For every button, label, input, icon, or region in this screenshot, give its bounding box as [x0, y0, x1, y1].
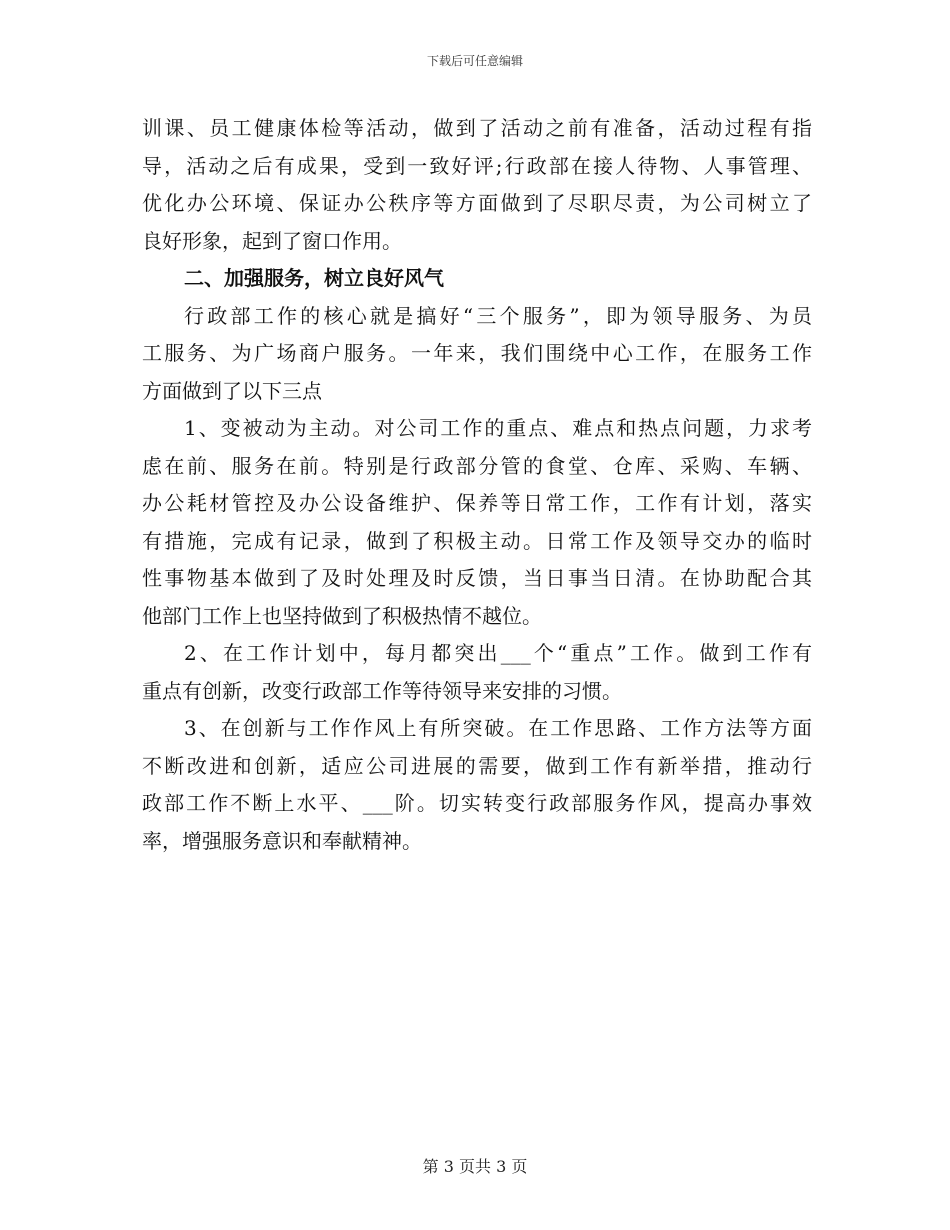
list-item-text-line: 2、在工作计划中，每月都突出___个“重点”工作。做到工作有	[184, 641, 812, 665]
body-text-line: 导，活动之后有成果，受到一致好评;行政部在接人待物、人事管理、	[142, 153, 812, 178]
list-item-text-line: 虑在前、服务在前。特别是行政部分管的食堂、仓库、采购、车辆、	[142, 453, 812, 478]
page-number: 第 3 页共 3 页	[422, 1157, 528, 1176]
body-text-line: 方面做到了以下三点	[142, 378, 322, 403]
section-heading: 二、加强服务，树立良好风气	[184, 266, 444, 290]
list-item-text-line: 3、在创新与工作作风上有所突破。在工作思路、工作方法等方面	[184, 716, 812, 740]
list-item-text-line: 重点有创新，改变行政部工作等待领导来安排的习惯。	[142, 678, 622, 703]
list-item-text-line: 1、变被动为主动。对公司工作的重点、难点和热点问题，力求考	[184, 416, 812, 440]
list-item-text-line: 他部门工作上也坚持做到了积极热情不越位。	[142, 603, 542, 628]
document-body	[142, 110, 812, 860]
list-item-text-line: 性事物基本做到了及时处理及时反馈，当日事当日清。在协助配合其	[142, 566, 812, 590]
body-text-line: 行政部工作的核心就是搞好“三个服务”，即为领导服务、为员	[184, 303, 812, 328]
list-item-text-line: 办公耗材管控及办公设备维护、保养等日常工作，工作有计划，落实	[142, 491, 812, 515]
list-item-text-line: 率，增强服务意识和奉献精神。	[142, 828, 422, 853]
body-text-line: 训课、员工健康体检等活动，做到了活动之前有准备，活动过程有指	[142, 116, 812, 140]
page-header-note: 下载后可任意编辑	[426, 54, 523, 68]
body-text-line: 优化办公环境、保证办公秩序等方面做到了尽职尽责，为公司树立了	[142, 191, 812, 215]
list-item-text-line: 政部工作不断上水平、___阶。切实转变行政部服务作风，提高办事效	[142, 791, 812, 815]
body-text-line: 良好形象，起到了窗口作用。	[142, 228, 402, 253]
list-item-text-line: 有措施，完成有记录，做到了积极主动。日常工作及领导交办的临时	[142, 528, 812, 553]
body-text-line: 工服务、为广场商户服务。一年来，我们围绕中心工作，在服务工作	[142, 341, 812, 365]
list-item-text-line: 不断改进和创新，适应公司进展的需要，做到工作有新举措，推动行	[142, 753, 812, 778]
